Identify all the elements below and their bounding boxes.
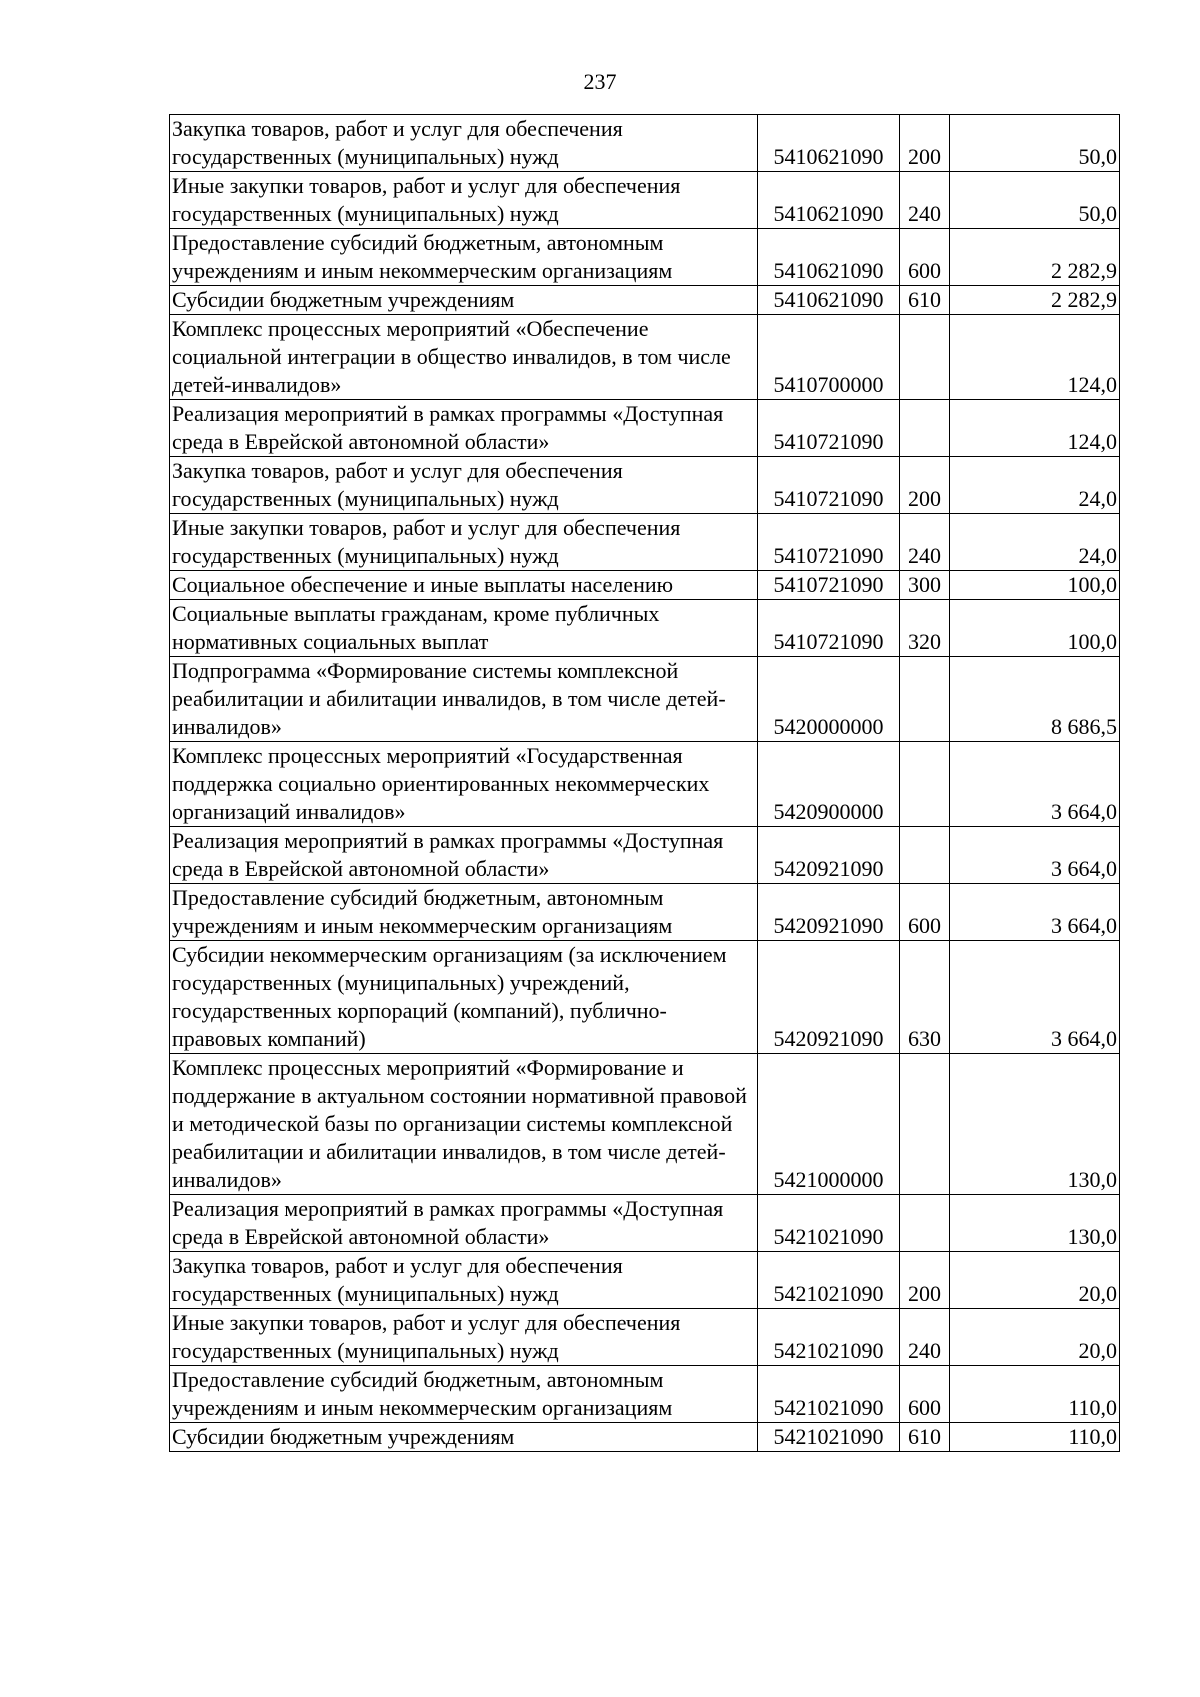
- row-amount: 50,0: [950, 172, 1120, 229]
- row-expense-type: 600: [900, 884, 950, 941]
- row-target-code: 5410721090: [758, 600, 900, 657]
- row-amount: 20,0: [950, 1309, 1120, 1366]
- row-expense-type: [900, 827, 950, 884]
- row-expense-type: 610: [900, 286, 950, 315]
- row-amount: 24,0: [950, 457, 1120, 514]
- row-expense-type: [900, 1054, 950, 1195]
- row-expense-type: [900, 315, 950, 400]
- row-expense-type: 600: [900, 229, 950, 286]
- row-expense-type: 630: [900, 941, 950, 1054]
- row-amount: 100,0: [950, 571, 1120, 600]
- row-target-code: 5420921090: [758, 884, 900, 941]
- row-name: Социальное обеспечение и иные выплаты населению: [170, 571, 758, 600]
- row-amount: 124,0: [950, 315, 1120, 400]
- row-target-code: 5421021090: [758, 1195, 900, 1252]
- row-expense-type: [900, 1195, 950, 1252]
- table-row: [170, 286, 1120, 315]
- row-name: Закупка товаров, работ и услуг для обеспечения государственных (муниципальных) нужд: [170, 115, 758, 172]
- row-expense-type: [900, 400, 950, 457]
- row-name: Предоставление субсидий бюджетным, автономным учреждениям и иным некоммерческим организациям: [170, 884, 758, 941]
- table-row: [170, 571, 1120, 600]
- row-amount: 24,0: [950, 514, 1120, 571]
- table-row: [170, 400, 1120, 457]
- row-expense-type: 320: [900, 600, 950, 657]
- row-name: Субсидии некоммерческим организациям (за исключением государственных (муниципальных) учреждений, государственных корпораций (компаний), публично-правовых компаний): [170, 941, 758, 1054]
- row-expense-type: 300: [900, 571, 950, 600]
- row-target-code: 5410700000: [758, 315, 900, 400]
- row-name: Предоставление субсидий бюджетным, автономным учреждениям и иным некоммерческим организациям: [170, 229, 758, 286]
- row-name: Социальные выплаты гражданам, кроме публичных нормативных социальных выплат: [170, 600, 758, 657]
- row-target-code: 5420921090: [758, 827, 900, 884]
- page-number: 237: [583, 69, 617, 94]
- table-row: [170, 315, 1120, 400]
- row-amount: 3 664,0: [950, 742, 1120, 827]
- row-amount: 8 686,5: [950, 657, 1120, 742]
- row-amount: 124,0: [950, 400, 1120, 457]
- table-row: [170, 657, 1120, 742]
- row-amount: 20,0: [950, 1252, 1120, 1309]
- row-name: Субсидии бюджетным учреждениям: [170, 1423, 758, 1452]
- row-target-code: 5410621090: [758, 172, 900, 229]
- row-expense-type: 200: [900, 457, 950, 514]
- row-name: Закупка товаров, работ и услуг для обеспечения государственных (муниципальных) нужд: [170, 1252, 758, 1309]
- table-row: [170, 742, 1120, 827]
- row-name: Предоставление субсидий бюджетным, автономным учреждениям и иным некоммерческим организациям: [170, 1366, 758, 1423]
- row-amount: 110,0: [950, 1366, 1120, 1423]
- table-row: [170, 229, 1120, 286]
- row-target-code: 5420900000: [758, 742, 900, 827]
- table-row: [170, 1309, 1120, 1366]
- table-row: [170, 600, 1120, 657]
- row-expense-type: 240: [900, 1309, 950, 1366]
- row-amount: 50,0: [950, 115, 1120, 172]
- row-name: Субсидии бюджетным учреждениям: [170, 286, 758, 315]
- row-target-code: 5420000000: [758, 657, 900, 742]
- row-name: Иные закупки товаров, работ и услуг для обеспечения государственных (муниципальных) нужд: [170, 172, 758, 229]
- table-row: [170, 1252, 1120, 1309]
- row-name: Закупка товаров, работ и услуг для обеспечения государственных (муниципальных) нужд: [170, 457, 758, 514]
- table-row: [170, 1423, 1120, 1452]
- row-name: Реализация мероприятий в рамках программы «Доступная среда в Еврейской автономной области»: [170, 827, 758, 884]
- row-expense-type: 200: [900, 115, 950, 172]
- table-row: [170, 1054, 1120, 1195]
- row-amount: 130,0: [950, 1195, 1120, 1252]
- table-row: [170, 115, 1120, 172]
- row-expense-type: 610: [900, 1423, 950, 1452]
- row-name: Комплекс процессных мероприятий «Государственная поддержка социально ориентированных некоммерческих организаций инвалидов»: [170, 742, 758, 827]
- table-row: [170, 941, 1120, 1054]
- row-target-code: 5421021090: [758, 1366, 900, 1423]
- row-name: Реализация мероприятий в рамках программы «Доступная среда в Еврейской автономной области»: [170, 400, 758, 457]
- row-target-code: 5410621090: [758, 286, 900, 315]
- row-name: Комплекс процессных мероприятий «Обеспечение социальной интеграции в общество инвалидов, в том числе детей-инвалидов»: [170, 315, 758, 400]
- row-target-code: 5410621090: [758, 229, 900, 286]
- table-row: [170, 172, 1120, 229]
- row-target-code: 5420921090: [758, 941, 900, 1054]
- row-expense-type: [900, 657, 950, 742]
- row-amount: 3 664,0: [950, 941, 1120, 1054]
- budget-table: [169, 114, 1120, 1452]
- row-amount: 2 282,9: [950, 229, 1120, 286]
- table-row: [170, 1195, 1120, 1252]
- row-expense-type: 200: [900, 1252, 950, 1309]
- row-expense-type: [900, 742, 950, 827]
- row-target-code: 5421021090: [758, 1309, 900, 1366]
- row-target-code: 5410721090: [758, 571, 900, 600]
- row-name: Реализация мероприятий в рамках программы «Доступная среда в Еврейской автономной области»: [170, 1195, 758, 1252]
- row-amount: 2 282,9: [950, 286, 1120, 315]
- table-row: [170, 827, 1120, 884]
- row-target-code: 5410721090: [758, 457, 900, 514]
- row-name: Подпрограмма «Формирование системы комплексной реабилитации и абилитации инвалидов, в том числе детей-инвалидов»: [170, 657, 758, 742]
- row-target-code: 5421021090: [758, 1252, 900, 1309]
- row-target-code: 5410721090: [758, 514, 900, 571]
- table-row: [170, 457, 1120, 514]
- row-amount: 3 664,0: [950, 827, 1120, 884]
- row-expense-type: 600: [900, 1366, 950, 1423]
- row-target-code: 5410621090: [758, 115, 900, 172]
- row-name: Иные закупки товаров, работ и услуг для обеспечения государственных (муниципальных) нужд: [170, 1309, 758, 1366]
- table-row: [170, 1366, 1120, 1423]
- row-amount: 100,0: [950, 600, 1120, 657]
- row-name: Комплекс процессных мероприятий «Формирование и поддержание в актуальном состоянии нормативной правовой и методической базы по организации системы комплексной реабилитации и абилитации инвалидов, в том числе детей-инвалидов»: [170, 1054, 758, 1195]
- row-amount: 110,0: [950, 1423, 1120, 1452]
- row-target-code: 5421021090: [758, 1423, 900, 1452]
- row-expense-type: 240: [900, 172, 950, 229]
- row-amount: 130,0: [950, 1054, 1120, 1195]
- row-amount: 3 664,0: [950, 884, 1120, 941]
- table-row: [170, 514, 1120, 571]
- row-target-code: 5421000000: [758, 1054, 900, 1195]
- row-target-code: 5410721090: [758, 400, 900, 457]
- table-row: [170, 884, 1120, 941]
- row-name: Иные закупки товаров, работ и услуг для обеспечения государственных (муниципальных) нужд: [170, 514, 758, 571]
- row-expense-type: 240: [900, 514, 950, 571]
